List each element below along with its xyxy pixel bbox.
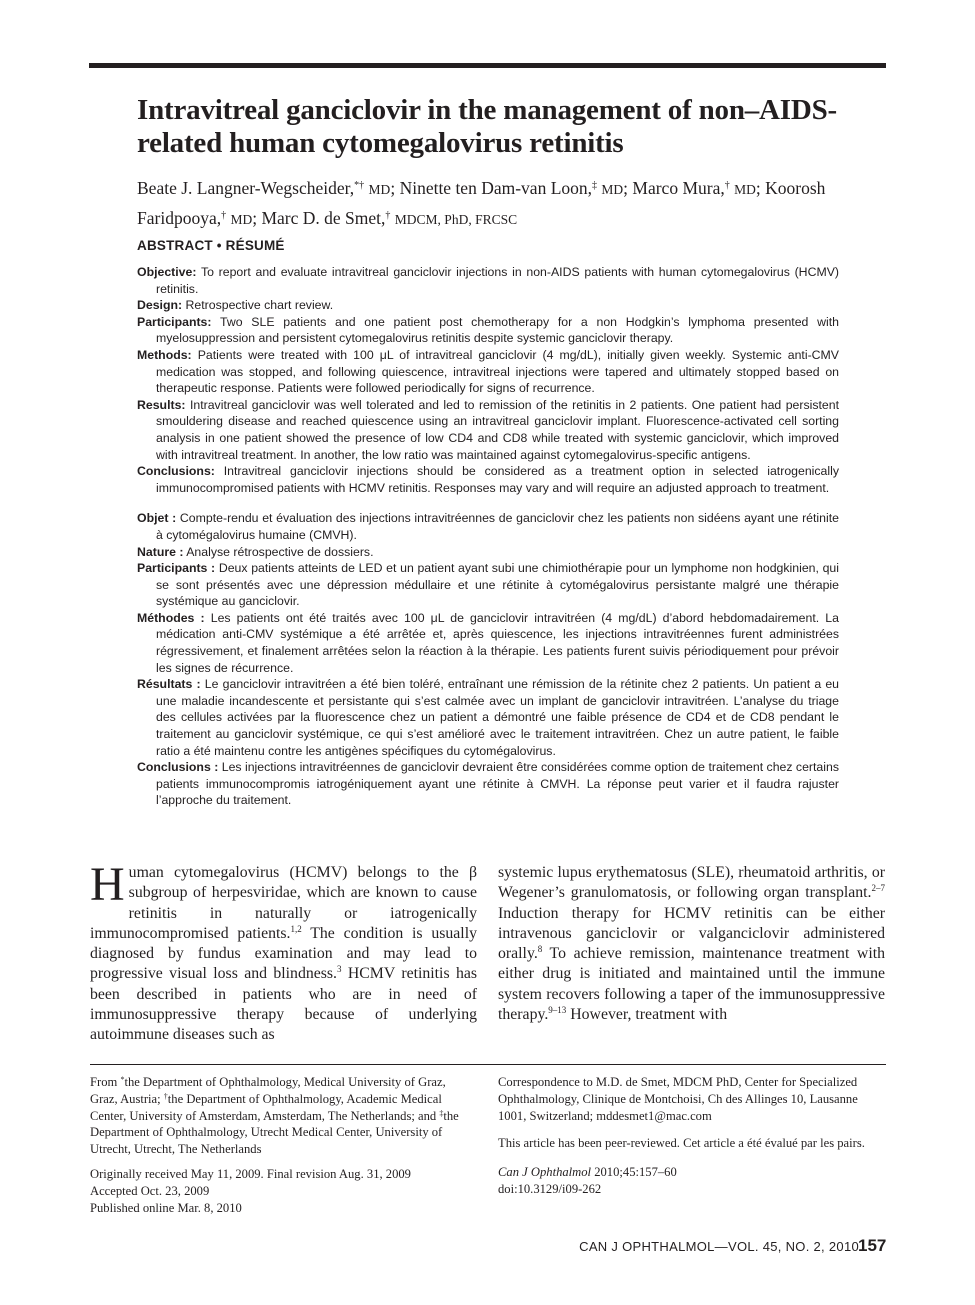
abstract-section: Conclusions : Les injections intravitréennes de ganciclovir devraient être considérées comme option de traitement chez certains patients immunocompromis iatrogéniquement ayant une rétinite à CMVH. La réponse peut varier et il faudra rajuster l’approche du traitement. [137, 760, 839, 808]
body-column-left [90, 858, 477, 1046]
abstract-section: Objet : Compte-rendu et évaluation des injections intravitréennes de ganciclovir chez les patients non sidéens ayant une rétinite à cytomégalovirus humaine (CMVH). [137, 511, 839, 542]
author: Marco Mura,† MD; [632, 178, 761, 198]
article-title: Intravitreal ganciclovir in the management of non–AIDS-related human cytomegalovirus retinitis [137, 94, 838, 159]
published-date: Published online Mar. 8, 2010 [90, 1200, 242, 1215]
author: Ninette ten Dam-van Loon,‡ MD; [399, 178, 629, 198]
citation-ref: 3 [337, 964, 342, 975]
citation-ref: 2–7 [871, 883, 885, 894]
citation-ref: 9–13 [548, 1005, 567, 1016]
accepted-date: Accepted Oct. 23, 2009 [90, 1183, 210, 1198]
abstract-section: Design: Retrospective chart review. [137, 298, 334, 313]
abstract [137, 264, 839, 809]
peer-review-note: This article has been peer-reviewed. Cet article a été évalué par les pairs. [498, 1136, 865, 1150]
article-dates [90, 1166, 470, 1216]
citation-ref: 8 [537, 944, 543, 955]
abstract-heading: ABSTRACT • RÉSUMÉ [137, 238, 285, 253]
abstract-section: Conclusions: Intravitreal ganciclovir injections should be considered as a treatment option in selected iatrogenically immunocompromised patients with HCMV retinitis. Responses may vary and will require an adjusted approach to treatment. [137, 464, 840, 495]
author: Beate J. Langner-Wegscheider,*† MD; [137, 178, 396, 198]
journal-abbr: Can J Ophthalmol [498, 1165, 592, 1179]
running-footer: CAN J OPHTHALMOL—VOL. 45, NO. 2, 2010 [579, 1239, 859, 1254]
abstract-section: Participants: Two SLE patients and one patient post chemotherapy for a non Hodgkin’s lymphoma presented with myelosuppression and persistent cytomegalovirus retinitis despite systemic ganciclovir therapy. [137, 314, 839, 346]
author: Koorosh Faridpooya,† MD; [137, 178, 826, 228]
abstract-french [137, 510, 839, 809]
author: Marc D. de Smet,† MDCM, PhD, FRCSC [261, 208, 518, 228]
footnote-rule [90, 1064, 886, 1065]
doi-link[interactable]: doi:10.3129/i09-262 [498, 1181, 602, 1196]
body-paragraph: Human cytomegalovirus (HCMV) belongs to the β subgroup of herpesviridae, which are known to cause retinitis in naturally or iatrogenically immunocompromised patients.$^{1,2}$ The condition is usually diagnosed by fundus examination and may lead to progressive visual loss and blindness.$^3$ HCMV retinitis has been described in patients who are in need of immunosuppressive therapy because of underlying autoimmune diseases such as [90, 858, 477, 1044]
author-list [137, 173, 882, 233]
drop-cap: H [90, 858, 125, 911]
abstract-section: Nature : Analyse rétrospective de dossiers. [137, 544, 374, 559]
received-date: Originally received May 11, 2009. Final revision Aug. 31, 2009 [90, 1167, 411, 1181]
body-paragraph: systemic lupus erythematosus (SLE), rheumatoid arthritis, or Wegener’s granulomatosis, or following organ transplant.$^{2-7}$ Induction therapy for HCMV retinitis can be either intravenous ganciclovir or valganciclovir administered orally.$^8$ To achieve remission, maintenance treatment with either drug is initiated and maintained until the immune system recovers following a taper of the immunosuppressive therapy.$^{9-13}$ However, treatment with [498, 864, 885, 1024]
top-rule [89, 63, 886, 68]
abstract-english [137, 264, 839, 496]
abstract-section: Résultats : Le ganciclovir intravitréen a été bien toléré, entraînant une rémission de la rétinite chez 2 patients. Un patient a eu une maladie incandescente et persistante qui s’est calmée avec un implant de ganciclovir intravitréen. L’analyse du triage des cellules activées par la fluorescence chez un patient a démontré une faible présence de CD4 et de CD8 pendant le traitement au ganciclovir systémique, ce qui s’est amélioré avec le traitement intravitréen. Chez un autre patient, le faible ratio a été maintenu contre les antigènes spécifiques du cytomégalovirus. [137, 677, 840, 758]
correspondence: Correspondence to M.D. de Smet, MDCM PhD, Center for Specialized Ophthalmology, Clinique de Montchoisi, Ch des Allinges 10, Lausanne 1001, Switzerland; mddesmet1@mac.com [498, 1075, 858, 1123]
citation-block: Can J Ophthalmol 2010;45:157–60 doi:10.3129/i09-262 [498, 1164, 883, 1198]
abstract-section: Participants : Deux patients atteints de LED et un patient ayant subi une chimiothérapie pour un lymphome non hodgkinien, qui se sont présentés avec une dépression médullaire et une rétinite à cytomégalovirus persistante malgré une thérapie systémique au ganciclovir. [137, 561, 839, 609]
abstract-section: Méthodes : Les patients ont été traités avec 100 μL de ganciclovir intravitréen (4 mg/dL) d’abord hebdomadairement. La médication anti-CMV systémique a été arrêtée et, après quiescence, les injections intravitréennes furent administrées régressivement, et finalement arrêtées selon la réaction à la thérapie. Les patients furent suivis périodiquement pour prévoir les signes de récurrence. [137, 610, 839, 675]
abstract-section: Methods: Patients were treated with 100 μL of intravitreal ganciclovir (4 mg/dL), initially given weekly. Systemic anti-CMV medication was stopped, and following quiescence, intravitreal injections were tapered and ultimately stopped based on therapeutic response. Patients were followed periodically for signs of recurrence. [137, 347, 839, 396]
body-column-right [498, 863, 885, 1025]
affiliations: From *the Department of Ophthalmology, Medical University of Graz, Graz, Austria; †the Department of Ophthalmology, Academic Medical Center, University of Amsterdam, Amsterdam, The Netherlands; and ‡the Department of Ophthalmology, Utrecht Medical Center, University of Utrecht, Utrecht, The Netherlands [90, 1075, 459, 1157]
abstract-section: Results: Intravitreal ganciclovir was well tolerated and led to remission of the retinitis in 2 patients. One patient had persistent smouldering disease and reached quiescence using an intravitreal ganciclovir implant. Fluorescence-activated cell sorting analysis in one patient showed the presence of low CD4 and CD8 while treated with systemic ganciclovir, which improved with intravitreal treatment. In another, the low ratio was maintained against cytomegalovirus-specific antigens. [137, 397, 840, 462]
page-number: 157 [858, 1236, 887, 1255]
abstract-section: Objective: To report and evaluate intravitreal ganciclovir injections in non-AIDS patients with human cytomegalovirus (HCMV) retinitis. [137, 265, 839, 296]
citation-ref: 1,2 [290, 923, 302, 934]
